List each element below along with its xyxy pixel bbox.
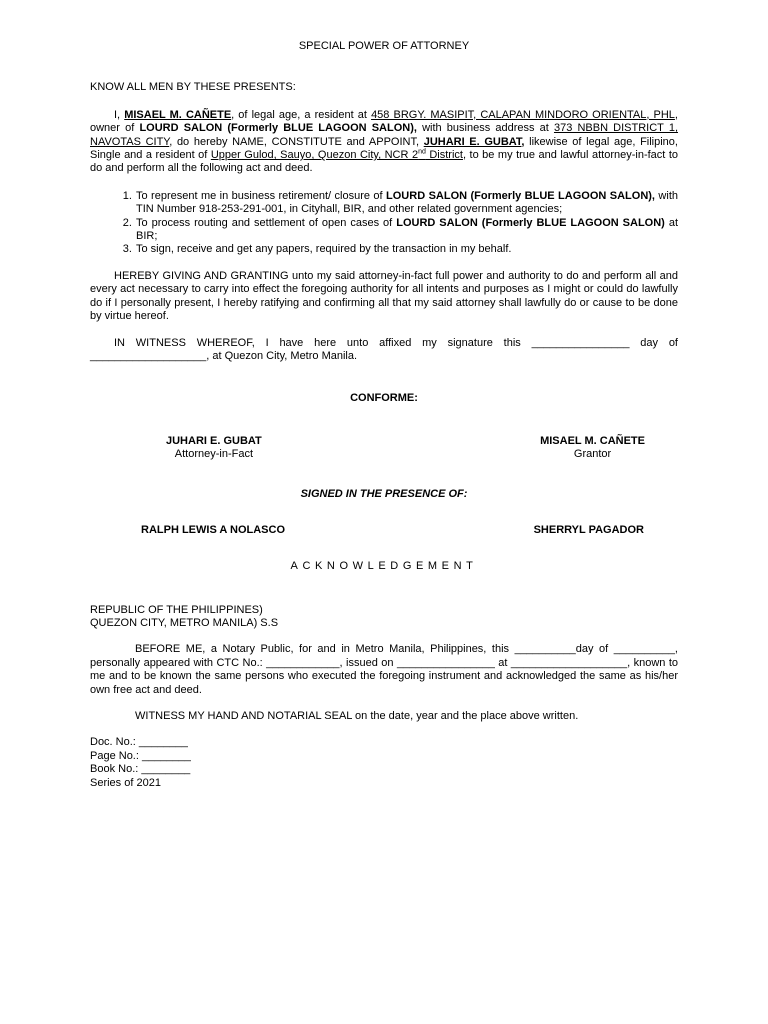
witness-right-name: SHERRYL PAGADOR: [533, 524, 644, 537]
notarial-seal-line: WITNESS MY HAND AND NOTARIAL SEAL on the date, year and the place above written.: [135, 709, 579, 722]
intro-line: KNOW ALL MEN BY THESE PRESENTS:: [90, 81, 296, 94]
grantor-signature-name: MISAEL M. CAÑETE: [540, 434, 645, 447]
list-item: 3. To sign, receive and get any papers, required by the transaction in my behalf.: [135, 243, 678, 256]
appointment-paragraph: [90, 109, 678, 176]
ordinal-suffix: nd: [418, 148, 426, 156]
p1-text: , owner of: [90, 108, 678, 135]
venue-line: REPUBLIC OF THE PHILIPPINES): [90, 603, 263, 616]
witness-block: [90, 524, 678, 538]
grantor-signature: [540, 435, 645, 462]
grantor-signature-role: Grantor: [573, 448, 612, 461]
attorney-name: JUHARI E. GUBAT,: [423, 135, 525, 148]
grantor-name: MISAEL M. CAÑETE: [124, 108, 232, 121]
document-title: SPECIAL POWER OF ATTORNEY: [298, 40, 470, 52]
attorney-address-text: Upper Gulod, Sauyo, Quezon City, NCR 2: [210, 149, 419, 162]
powers-list: [90, 190, 678, 257]
list-item: 1. To represent me in business retirement/ closure of LOURD SALON (Formerly BLUE LAGOON SALON), with TIN Number 918-253-291-001, in Cityhall, BIR, and other related government agencies;: [135, 190, 678, 217]
book-no-line: Book No.: ________: [90, 763, 191, 776]
salon-name: LOURD SALON (Formerly BLUE LAGOON SALON),: [139, 122, 417, 135]
p1-text: , of legal age, a resident at: [231, 108, 372, 121]
signature-block: [90, 435, 678, 463]
p1-text: , to be my true and lawful attorney-in-fact to do and perform all the following act and deed.: [90, 149, 679, 175]
grant-paragraph: HEREBY GIVING AND GRANTING unto my said attorney-in-fact full power and authority to do and perform all and every act necessary to carry into effect the foregoing authority for all intents and purposes as I might or could do lawfully do if I personally present, I hereby ratifying and confirming all that my said attorney shall lawfully do or cause to be done by virtue hereof.: [90, 269, 678, 323]
doc-no-line: Doc. No.: ________: [90, 736, 188, 749]
conforme-heading: CONFORME:: [350, 392, 418, 405]
page-no-line: Page No.: ________: [90, 749, 191, 762]
document-page: [90, 40, 678, 790]
notary-paragraph: BEFORE ME, a Notary Public, for and in Metro Manila, Philippines, this __________day of __________, personally appeared with CTC No.: ____________, issued on ________________ at ___________________, known to me and to be known the same persons who executed the foregoing instrument and acknowledged the same as his/her own free act and deed.: [90, 643, 678, 696]
attorney-signature: [166, 435, 262, 462]
grantor-address: 458 BRGY. MASIPIT, CALAPAN MINDORO ORIENTAL, PHL: [371, 108, 675, 121]
in-witness-paragraph: IN WITNESS WHEREOF, I have here unto affixed my signature this ________________ day of ___________________, at Quezon City, Metro Manila.: [90, 336, 678, 362]
business-address: 373 NBBN DISTRICT 1, NAVOTAS CITY: [90, 122, 679, 148]
attorney-address: [211, 149, 463, 161]
attorney-address-end: District: [425, 149, 463, 162]
series-line: Series of 2021: [90, 776, 161, 789]
witness-left-name: RALPH LEWIS A NOLASCO: [141, 524, 286, 537]
venue-line: QUEZON CITY, METRO MANILA) S.S: [90, 616, 279, 629]
acknowledgement-heading: ACKNOWLEDGEMENT: [290, 560, 478, 573]
list-item: 2. To process routing and settlement of open cases of LOURD SALON (Formerly BLUE LAGOON SALON) at BIR;: [135, 217, 678, 244]
presence-heading: SIGNED IN THE PRESENCE OF:: [300, 487, 468, 500]
p1-text: likewise of legal age, Filipino, Single and a resident of: [90, 135, 678, 162]
p1-text: with business address at: [416, 122, 554, 135]
p1-text: I,: [114, 108, 125, 121]
p1-text: , do hereby NAME, CONSTITUTE and APPOINT,: [169, 135, 424, 148]
attorney-signature-name: JUHARI E. GUBAT: [166, 434, 262, 447]
attorney-signature-role: Attorney-in-Fact: [174, 448, 253, 461]
